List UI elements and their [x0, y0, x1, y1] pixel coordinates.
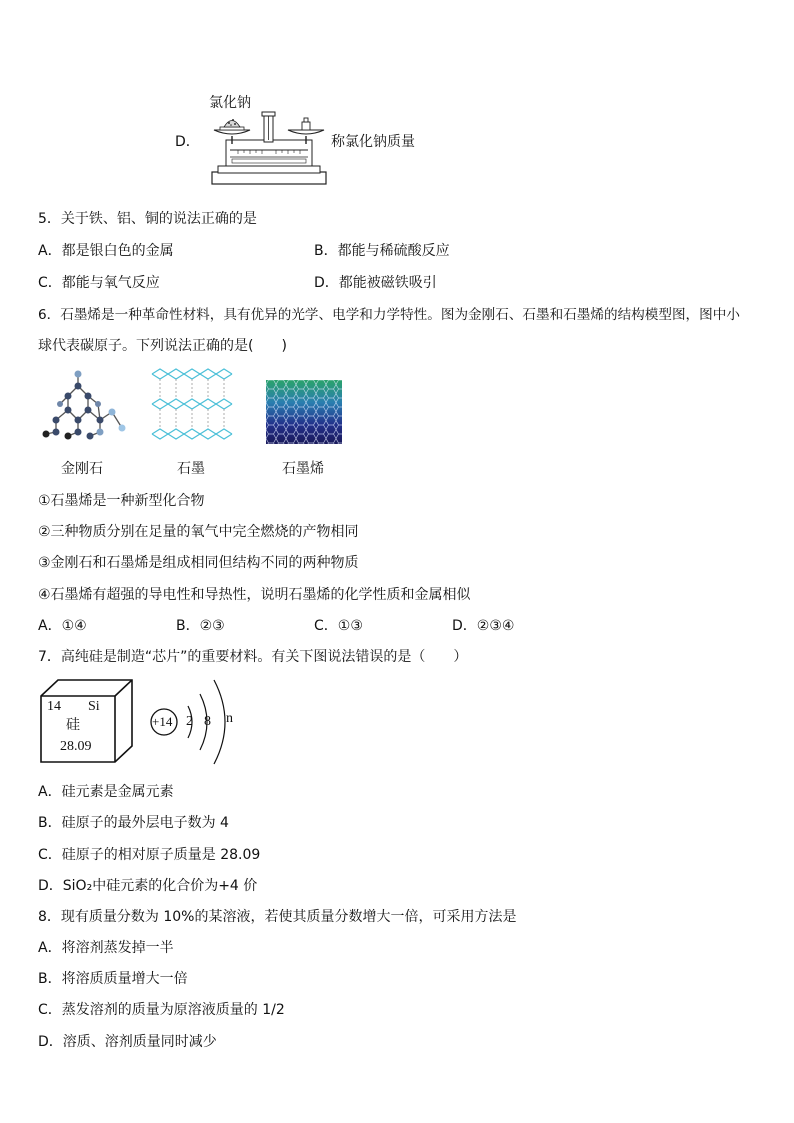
q5-option-c: C．都能与氧气反应: [38, 275, 160, 291]
q7-option-a: A．硅元素是金属元素: [38, 784, 174, 800]
element-atomic-mass: 28.09: [60, 739, 92, 754]
q8-stem: 8．现有质量分数为 10%的某溶液，若使其质量分数增大一倍，可采用方法是: [38, 909, 517, 925]
atom-shell-1: 2: [186, 714, 193, 729]
q5-option-a: A．都是银白色的金属: [38, 243, 174, 259]
q6-statement-2: ②三种物质分别在足量的氧气中完全燃烧的产物相同: [38, 524, 359, 540]
atom-shell-2: 8: [204, 714, 211, 729]
caption-graphite: 石墨: [177, 461, 205, 477]
q6-statement-1: ①石墨烯是一种新型化合物: [38, 493, 205, 509]
graphite-structure-figure: [146, 366, 238, 444]
balance-scale-figure: [208, 110, 330, 188]
q5-option-d: D．都能被磁铁吸引: [314, 275, 437, 291]
diamond-structure-figure: [40, 368, 128, 440]
q6-option-d: D．②③④: [452, 618, 515, 634]
q7-option-b: B．硅原子的最外层电子数为 4: [38, 815, 229, 831]
q8-option-d: D．溶质、溶剂质量同时减少: [38, 1034, 217, 1050]
q6-option-c: C．①③: [314, 618, 363, 634]
q6-stem-line1: 6．石墨烯是一种革命性材料，具有优异的光学、电学和力学特性。图为金刚石、石墨和石墨烯的结构模型图，图中小: [38, 307, 740, 323]
atom-nucleus-charge: +14: [152, 714, 173, 729]
atom-shell-3: n: [226, 711, 233, 726]
element-atomic-number: 14: [47, 699, 61, 714]
element-name: 硅: [66, 717, 80, 733]
q6-option-a: A．①④: [38, 618, 87, 634]
q8-option-a: A．将溶剂蒸发掉一半: [38, 940, 174, 956]
q6-stem-line2: 球代表碳原子。下列说法正确的是( ): [38, 338, 287, 354]
element-symbol: Si: [88, 699, 100, 714]
q7-stem: 7．高纯硅是制造“芯片”的重要材料。有关下图说法错误的是（ ）: [38, 649, 468, 665]
q5-stem: 5．关于铁、铝、铜的说法正确的是: [38, 211, 257, 227]
q4-option-d-label: D．: [175, 134, 200, 150]
caption-diamond: 金刚石: [61, 461, 103, 477]
caption-graphene: 石墨烯: [282, 461, 324, 477]
q7-option-c: C．硅原子的相对原子质量是 28.09: [38, 847, 261, 863]
q6-statement-3: ③金刚石和石墨烯是组成相同但结构不同的两种物质: [38, 555, 359, 571]
q6-option-b: B．②③: [176, 618, 225, 634]
q4-option-d-text: 称氯化钠质量: [331, 134, 415, 150]
q6-statement-4: ④石墨烯有超强的导电性和导热性，说明石墨烯的化学性质和金属相似: [38, 587, 471, 603]
q8-option-c: C．蒸发溶剂的质量为原溶液质量的 1/2: [38, 1002, 285, 1018]
q8-option-b: B．将溶质质量增大一倍: [38, 971, 188, 987]
balance-label-nacl: 氯化钠: [209, 95, 251, 111]
q5-option-b: B．都能与稀硫酸反应: [314, 243, 450, 259]
q7-option-d: D．SiO₂中硅元素的化合价为+4 价: [38, 878, 258, 894]
graphene-structure-figure: [266, 380, 342, 444]
